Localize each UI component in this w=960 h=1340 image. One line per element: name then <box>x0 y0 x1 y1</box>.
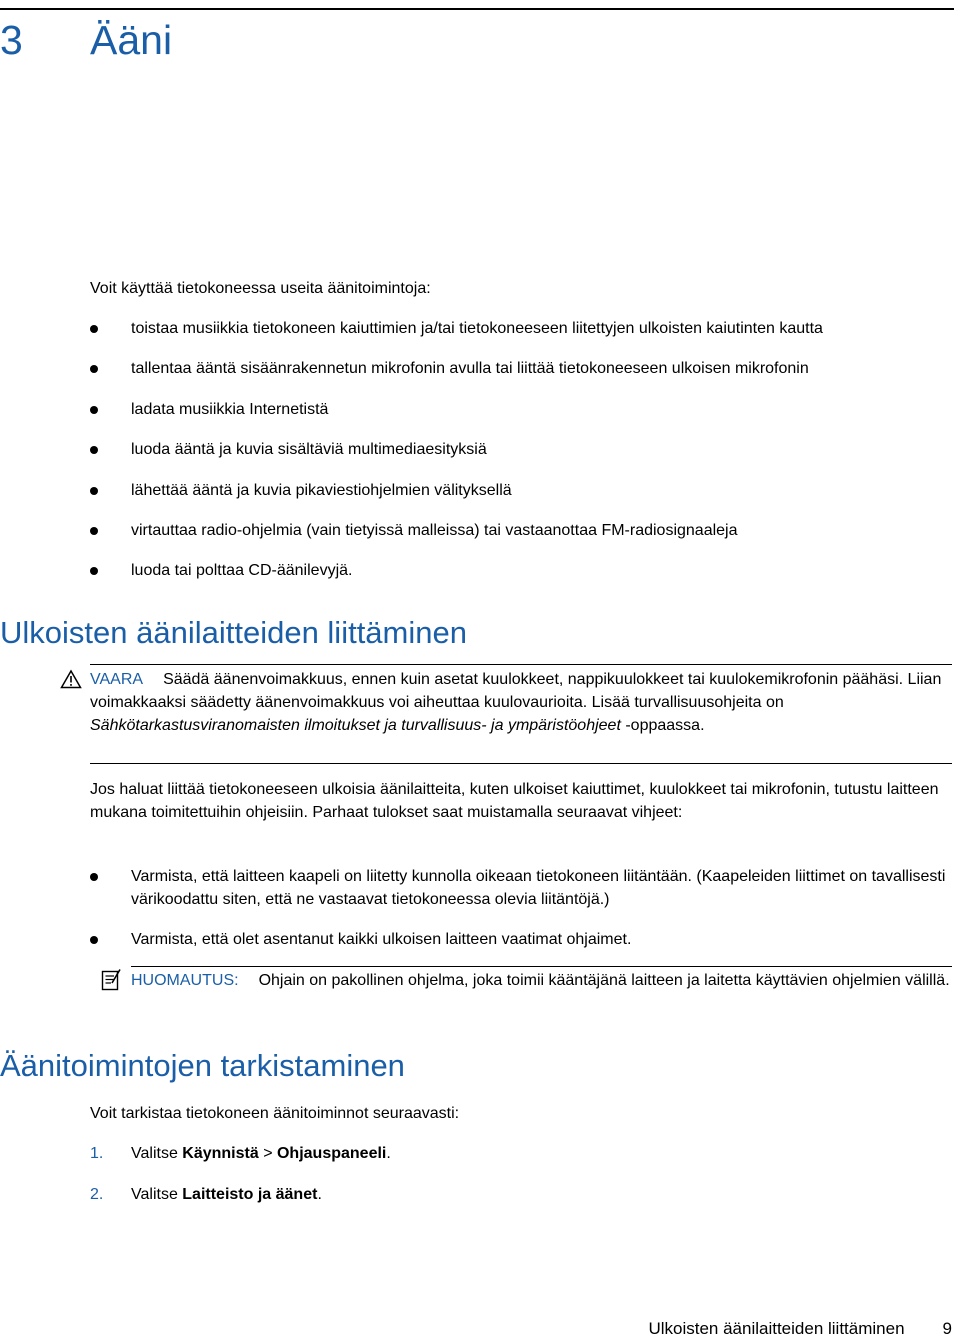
warning-guide-title: Sähkötarkastusviranomaisten ilmoitukset ja turvallisuus- ja ympäristöohjeet <box>90 717 621 734</box>
section2-intro: Voit tarkistaa tietokoneen äänitoiminnot seuraavasti: <box>90 1105 460 1122</box>
step-text <box>131 1183 322 1206</box>
page-number: 9 <box>942 1319 952 1338</box>
note-text <box>131 969 956 992</box>
list-item-text: Varmista, että olet asentanut kaikki ulkoisen laitteen vaatimat ohjaimet. <box>131 931 632 948</box>
warning-body-end: -oppaassa. <box>620 717 705 734</box>
list-item-text: luoda tai polttaa CD-äänilevyjä. <box>131 562 353 579</box>
bullet-icon <box>90 936 98 944</box>
list-item-text: tallentaa ääntä sisäänrakennetun mikrofonin avulla tai liittää tietokoneeseen ulkoisen mikrofonin <box>131 360 809 377</box>
step-menu-item: Laitteisto ja äänet <box>182 1186 318 1203</box>
list-item-text: Varmista, että laitteen kaapeli on liitetty kunnolla oikeaan tietokoneen liitäntään. (Kaapeleiden liittimet on tavallisesti värikoodattu siten, että ne vastaavat tietokoneessa olevia liitäntöjä.) <box>131 868 946 908</box>
list-item-text: lähettää ääntä ja kuvia pikaviestiohjelmien välityksellä <box>131 482 512 499</box>
step-separator: > <box>258 1145 277 1162</box>
bullet-icon <box>90 325 98 333</box>
warning-icon <box>60 669 82 689</box>
note-label: HUOMAUTUS: <box>131 972 239 989</box>
step-item <box>90 1142 790 1165</box>
chapter-title: Ääni <box>90 17 173 63</box>
warning-label: VAARA <box>90 671 144 688</box>
step-number: 2. <box>90 1186 104 1203</box>
warning-text <box>90 668 952 737</box>
top-rule <box>0 8 954 10</box>
step-item <box>90 1183 790 1206</box>
list-item-text: toistaa musiikkia tietokoneen kaiuttimien ja/tai tietokoneeseen liitettyjen ulkoisten kaiutinten kautta <box>131 320 823 337</box>
footer-section-title: Ulkoisten äänilaitteiden liittäminen <box>648 1319 905 1338</box>
step-prefix: Valitse <box>131 1186 183 1203</box>
warning-body: Säädä äänenvoimakkuus, ennen kuin asetat kuulokkeet, nappikuulokkeet tai kuulokemikrofonin päähäsi. Liian voimakkaaksi säädetty äänenvoimakkuus voi aiheuttaa kuulovaurioita. Lisää turvallisuusohjeita on <box>90 671 942 711</box>
step-menu-item: Ohjauspaneeli <box>276 1145 387 1162</box>
section-heading: Äänitoimintojen tarkistaminen <box>0 1048 405 1083</box>
page-footer <box>648 1318 952 1340</box>
warning-bottom-rule <box>90 763 952 764</box>
step-menu-item: Käynnistä <box>182 1145 259 1162</box>
chapter-heading <box>0 14 172 66</box>
intro-text: Voit käyttää tietokoneessa useita äänitoimintoja: <box>90 280 431 297</box>
list-item-text: virtauttaa radio-ohjelmia (vain tietyissä malleissa) tai vastaanottaa FM-radiosignaaleja <box>131 522 738 539</box>
step-prefix: Valitse <box>131 1145 183 1162</box>
bullet-icon <box>90 567 98 575</box>
chapter-number: 3 <box>0 17 23 63</box>
warning-top-rule <box>90 664 952 665</box>
bullet-icon <box>90 527 98 535</box>
step-suffix: . <box>317 1186 322 1203</box>
step-suffix: . <box>386 1145 391 1162</box>
bullet-icon <box>90 873 98 881</box>
list-item-text: ladata musiikkia Internetistä <box>131 401 329 418</box>
bullet-icon <box>90 406 98 414</box>
list-item-text: luoda ääntä ja kuvia sisältäviä multimediaesityksiä <box>131 441 487 458</box>
bullet-icon <box>90 365 98 373</box>
note-body: Ohjain on pakollinen ohjelma, joka toimii kääntäjänä laitteen ja laitetta käyttävien ohjelmien välillä. <box>258 972 950 989</box>
step-text <box>131 1142 391 1165</box>
step-number: 1. <box>90 1145 104 1162</box>
connection-paragraph: Jos haluat liittää tietokoneeseen ulkoisia äänilaitteita, kuten ulkoiset kaiuttimet, kuulokkeet tai mikrofonin, tutustu laitteen mukana toimitettuihin ohjeisiin. Parhaat tulokset saat muistamalla seuraavat vihjeet: <box>90 781 939 821</box>
section-heading: Ulkoisten äänilaitteiden liittäminen <box>0 615 467 650</box>
bullet-icon <box>90 446 98 454</box>
note-top-rule <box>131 966 952 967</box>
bullet-icon <box>90 487 98 495</box>
note-icon <box>101 968 123 992</box>
